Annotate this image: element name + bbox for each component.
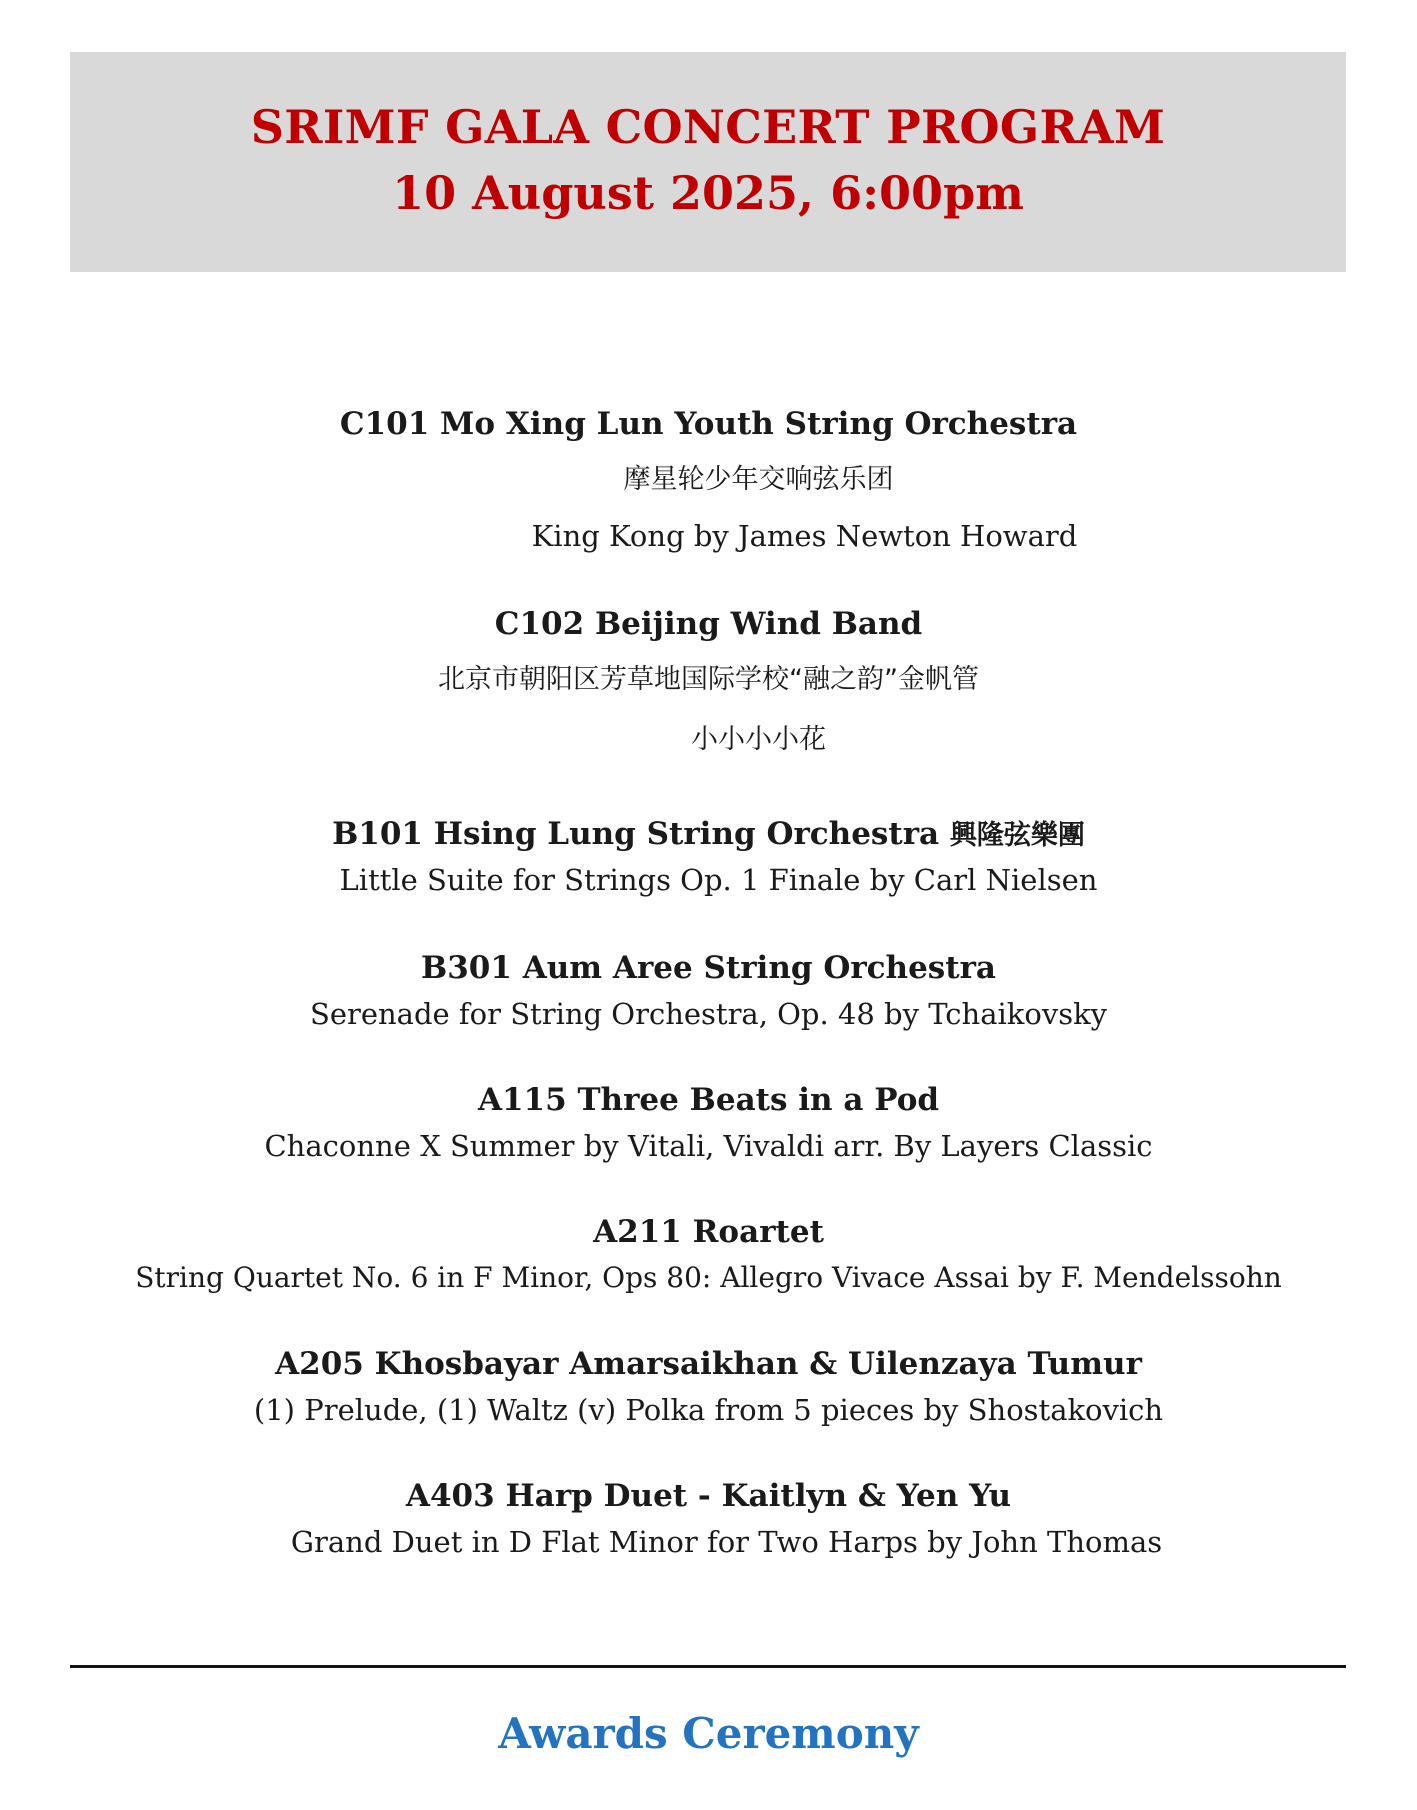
- piece-b301: Serenade for String Orchestra, Op. 48 by Tchaikovsky: [309, 997, 1108, 1031]
- chinese-name-c102: 北京市朝阳区芳草地国际学校“融之韵”金帆管: [438, 664, 979, 695]
- performer-b301: B301 Aum Aree String Orchestra: [421, 950, 996, 986]
- chinese-name-b101: 興隆弦樂團: [949, 820, 1085, 851]
- piece-a403: Grand Duet in D Flat Minor for Two Harps by John Thomas: [290, 1525, 1163, 1559]
- piece-a205: (1) Prelude, (1) Waltz (v) Polka from 5 pieces by Shostakovich: [253, 1393, 1164, 1427]
- performer-a205: A205 Khosbayar Amarsaikhan & Uilenzaya Tumur: [275, 1346, 1142, 1382]
- section-divider: [70, 1665, 1346, 1668]
- header-banner: [70, 52, 1346, 272]
- performer-a211: A211 Roartet: [593, 1214, 824, 1250]
- performer-c101: C101 Mo Xing Lun Youth String Orchestra: [339, 406, 1078, 442]
- performer-a115: A115 Three Beats in a Pod: [477, 1082, 940, 1118]
- chinese-name-c101: 摩星轮少年交响弦乐团: [623, 464, 894, 495]
- performer-c102: C102 Beijing Wind Band: [494, 606, 923, 642]
- performer-a403: A403 Harp Duet - Kaitlyn & Yen Yu: [405, 1478, 1012, 1514]
- piece-a211: String Quartet No. 6 in F Minor, Ops 80: Allegro Vivace Assai by F. Mendelssohn: [135, 1261, 1282, 1294]
- performer-b101-name: B101 Hsing Lung String Orchestra: [332, 816, 940, 852]
- performer-b101: [0, 814, 1417, 856]
- piece-a115: Chaconne X Summer by Vitali, Vivaldi arr. By Layers Classic: [264, 1129, 1153, 1163]
- concert-date: 10 August 2025, 6:00pm: [392, 166, 1024, 220]
- page-title: SRIMF GALA CONCERT PROGRAM: [250, 100, 1166, 154]
- piece-c101: King Kong by James Newton Howard: [531, 519, 1078, 553]
- awards-ceremony-heading: Awards Ceremony: [498, 1709, 919, 1758]
- piece-b101: Little Suite for Strings Op. 1 Finale by Carl Nielsen: [339, 863, 1098, 897]
- piece-c102: 小小小小花: [691, 724, 826, 755]
